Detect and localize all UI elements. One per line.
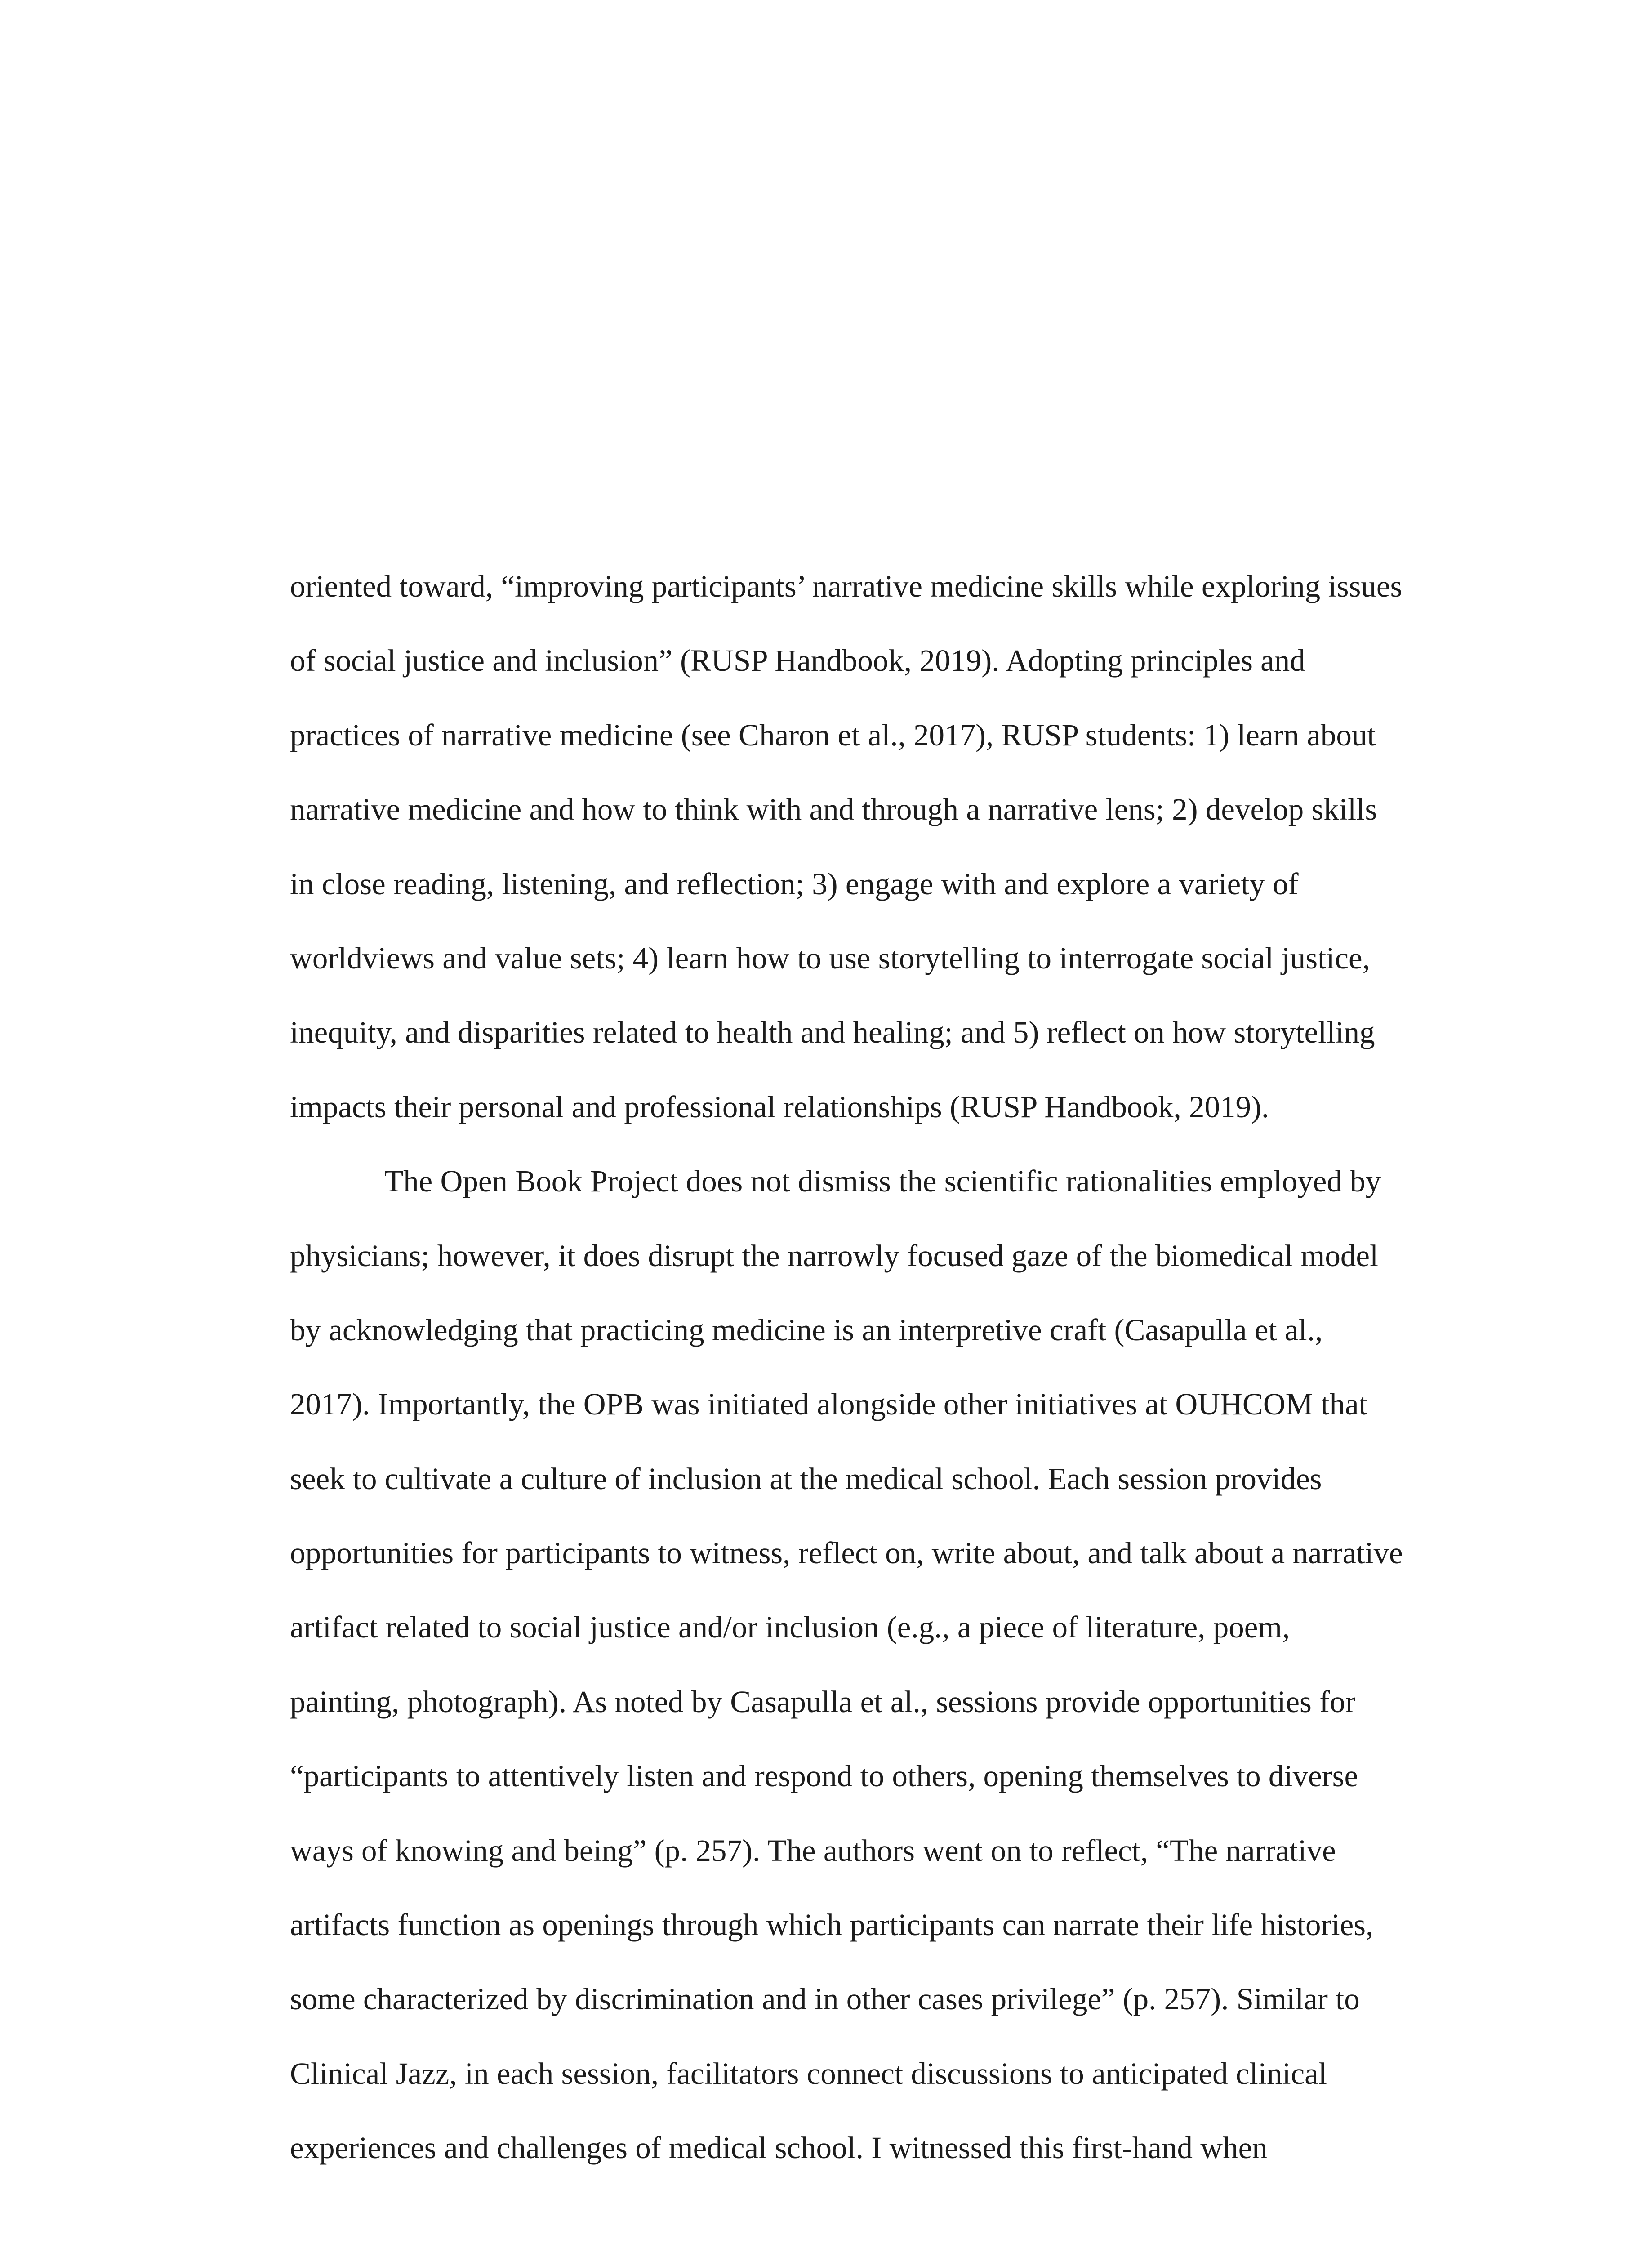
text-line: practices of narrative medicine (see Charon et al., 2017), RUSP students: 1) learn about <box>290 718 1376 752</box>
text-line: impacts their personal and professional relationships (RUSP Handbook, 2019). <box>290 1089 1269 1124</box>
text-line: seek to cultivate a culture of inclusion at the medical school. Each session provides <box>290 1461 1322 1496</box>
text-line: painting, photograph). As noted by Casapulla et al., sessions provide opportunities for <box>290 1684 1356 1719</box>
text-line: Clinical Jazz, in each session, facilitators connect discussions to anticipated clinical <box>290 2056 1327 2091</box>
text-line: artifact related to social justice and/or inclusion (e.g., a piece of literature, poem, <box>290 1610 1290 1645</box>
text-line: of social justice and inclusion” (RUSP Handbook, 2019). Adopting principles and <box>290 643 1305 678</box>
text-line: by acknowledging that practicing medicine is an interpretive craft (Casapulla et al., <box>290 1312 1323 1347</box>
text-line: inequity, and disparities related to health and healing; and 5) reflect on how storytelling <box>290 1015 1375 1050</box>
text-line: ways of knowing and being” (p. 257). The authors went on to reflect, “The narrative <box>290 1833 1336 1868</box>
text-line: experiences and challenges of medical school. I witnessed this first-hand when <box>290 2131 1268 2165</box>
text-line: in close reading, listening, and reflection; 3) engage with and explore a variety of <box>290 866 1299 901</box>
text-line: physicians; however, it does disrupt the narrowly focused gaze of the biomedical model <box>290 1238 1379 1273</box>
text-line: opportunities for participants to witness, reflect on, write about, and talk about a narrative <box>290 1536 1403 1570</box>
text-line: oriented toward, “improving participants’ narrative medicine skills while exploring issues <box>290 569 1403 603</box>
text-line: worldviews and value sets; 4) learn how to use storytelling to interrogate social justice, <box>290 941 1370 975</box>
text-line: 2017). Importantly, the OPB was initiated alongside other initiatives at OUHCOM that <box>290 1387 1367 1422</box>
text-line: “participants to attentively listen and respond to others, opening themselves to diverse <box>290 1759 1358 1793</box>
body-text <box>290 549 1441 2186</box>
text-line: artifacts function as openings through which participants can narrate their life histories, <box>290 1908 1374 1942</box>
text-line: narrative medicine and how to think with and through a narrative lens; 2) develop skills <box>290 792 1377 827</box>
text-line: some characterized by discrimination and in other cases privilege” (p. 257). Similar to <box>290 1982 1360 2016</box>
paragraph-first-line: The Open Book Project does not dismiss the scientific rationalities employed by <box>384 1164 1381 1199</box>
